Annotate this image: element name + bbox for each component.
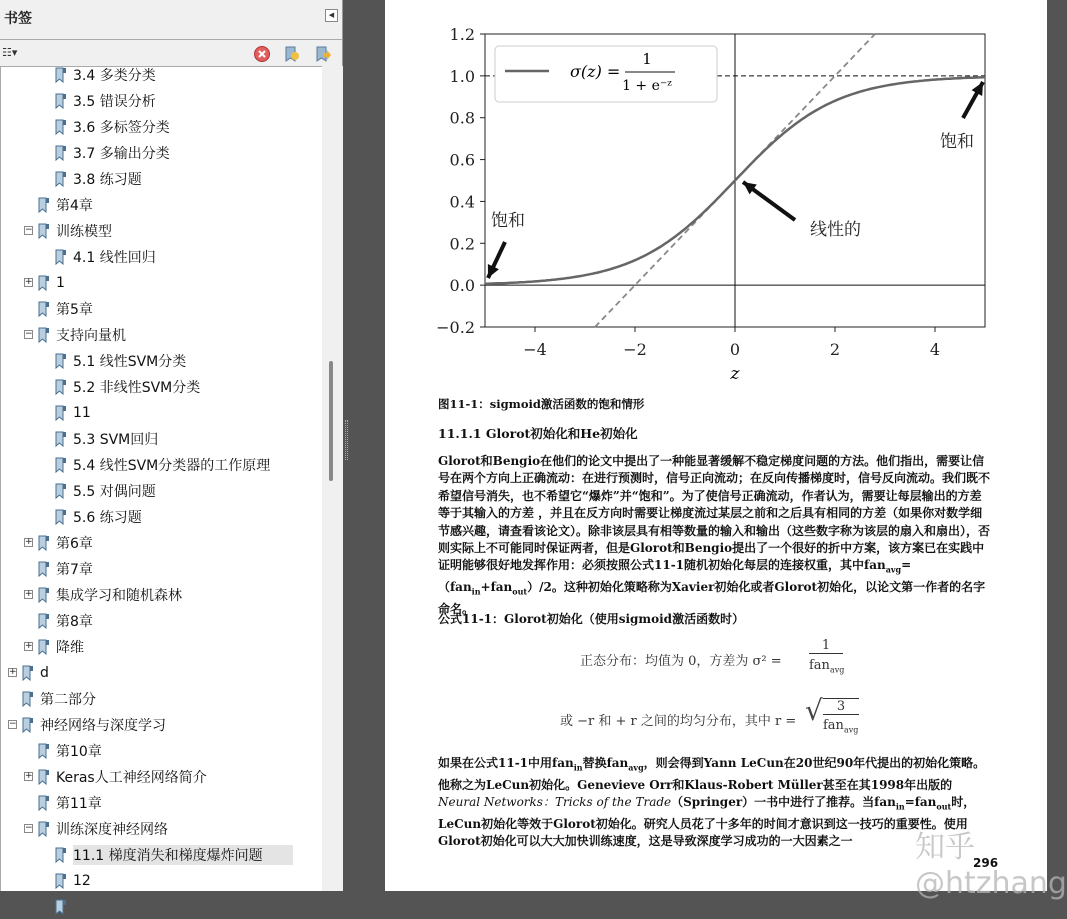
bookmark-item[interactable]: [55, 453, 270, 477]
bookmark-item[interactable]: [25, 271, 65, 295]
divider: [0, 39, 343, 40]
bookmark-icon: [55, 483, 67, 499]
bookmark-label: 5.3 SVM回归: [73, 432, 159, 448]
bookmark-item[interactable]: [22, 687, 96, 711]
y-tick-label: 1.0: [449, 66, 475, 86]
bookmark-icon: [38, 327, 50, 343]
legend-numerator: 1: [642, 50, 652, 68]
bookmark-label: 支持向量机: [56, 328, 126, 344]
delete-bookmark-icon[interactable]: [253, 45, 271, 63]
equation-title: 公式11-1：Glorot初始化（使用sigmoid激活函数时）: [438, 612, 745, 626]
bookmark-label: 5.2 非线性SVM分类: [73, 380, 201, 396]
bookmark-goto-icon[interactable]: [314, 45, 332, 63]
bookmark-label: d: [40, 665, 49, 681]
bookmark-icon: [55, 431, 67, 447]
bookmark-icon: [55, 67, 67, 83]
y-tick-label: −0.2: [436, 318, 475, 337]
bookmark-item[interactable]: [55, 375, 200, 399]
expand-icon[interactable]: +: [25, 771, 33, 781]
options-menu-button[interactable]: [2, 46, 17, 59]
bookmark-item[interactable]: [38, 557, 93, 581]
bookmark-label: 3.8 练习题: [73, 172, 142, 188]
bookmark-item[interactable]: [9, 713, 166, 737]
bookmark-item[interactable]: [55, 843, 293, 867]
bookmark-item[interactable]: [55, 427, 158, 451]
legend-denominator: 1 + e⁻ᶻ: [622, 78, 672, 94]
paragraph-2: 如果在公式11-1中用fan$_{in}$替换fan$_{avg}$，则会得到Yann LeCun在20世纪90年代提出的初始化策略。他称之为LeCun初始化。Genevieve Orr和Klaus-Robert Müller甚至在其1998年出版的Neural Networks：Tricks of the Trade（Springer）一书中进行了推荐。当fan$_{in}$=fan$_{out}$时，LeCun初始化等效于Glorot初始化。研究人员花了十多年的时间才意识到这一技巧的重要性。使用Glorot初始化可以大大加快训练速度，这是导致深度学习成功的一大因素之一: [438, 756, 986, 849]
bookmark-item[interactable]: [25, 635, 84, 659]
bookmark-item[interactable]: [25, 531, 93, 555]
bookmark-icon: [38, 743, 50, 759]
bookmark-item[interactable]: [55, 167, 142, 191]
bookmark-icon: [55, 93, 67, 109]
section-heading: 11.1.1 Glorot初始化和He初始化: [438, 426, 638, 441]
bookmark-icon: [55, 873, 67, 889]
bookmark-item[interactable]: [25, 817, 168, 841]
bookmark-label: 训练模型: [56, 224, 112, 240]
bookmark-label: 训练深度神经网络: [56, 822, 168, 838]
bookmark-tree: [0, 66, 322, 891]
bookmarks-panel: [0, 0, 343, 891]
expand-icon[interactable]: +: [25, 277, 33, 287]
bookmark-item[interactable]: [9, 661, 49, 685]
bookmark-label: 第8章: [56, 614, 93, 630]
watermark: 知乎 @htzhang: [915, 830, 1067, 901]
bookmark-icon: [38, 275, 50, 291]
bookmark-icon: [55, 145, 67, 161]
bookmark-label: 第二部分: [40, 692, 96, 708]
y-tick-label: 1.2: [449, 25, 475, 44]
bookmark-icon: [55, 379, 67, 395]
x-tick-label: −2: [623, 340, 647, 359]
bookmark-item[interactable]: [38, 297, 93, 321]
bookmark-label: 12: [73, 873, 91, 889]
collapse-icon[interactable]: −: [25, 225, 33, 235]
equation-2: 或 −r 和 + r 之间的均匀分布，其中 r =: [560, 714, 797, 729]
bookmark-icon: [38, 223, 50, 239]
tree-scrollbar[interactable]: [322, 66, 343, 891]
eq1-numerator: 1: [809, 638, 843, 654]
bookmark-item[interactable]: [55, 505, 142, 529]
collapse-icon[interactable]: −: [25, 823, 33, 833]
bookmark-label: 11: [73, 405, 91, 421]
collapse-icon[interactable]: −: [25, 329, 33, 339]
bookmark-item[interactable]: [55, 895, 73, 919]
bookmark-label: 3.7 多输出分类: [73, 146, 170, 162]
sqrt-icon: √: [805, 694, 823, 727]
y-tick-label: 0.4: [449, 192, 475, 212]
bookmark-icon: [38, 795, 50, 811]
bookmark-item[interactable]: [25, 323, 126, 347]
annotation-linear: 线性的: [810, 220, 861, 240]
bookmark-icon: [55, 457, 67, 473]
expand-icon[interactable]: +: [25, 641, 33, 651]
bookmark-label: Keras人工神经网络简介: [56, 770, 207, 786]
bookmark-icon: [38, 639, 50, 655]
bookmark-icon: [55, 171, 67, 187]
expand-icon[interactable]: +: [25, 537, 33, 547]
bookmark-label: 3.6 多标签分类: [73, 120, 170, 136]
bookmark-icon: [38, 587, 50, 603]
x-axis-label: z: [730, 364, 740, 384]
list-options-icon: ☷▾: [2, 46, 18, 59]
bookmark-item[interactable]: [38, 791, 102, 815]
bookmark-item[interactable]: [55, 115, 170, 139]
bookmark-icon: [38, 561, 50, 577]
legend-label: σ(z) =: [570, 62, 621, 81]
annotation-saturation-right: 饱和: [940, 132, 974, 152]
expand-icon[interactable]: +: [25, 589, 33, 599]
bookmark-item[interactable]: [55, 89, 156, 113]
eq1-denominator: fan$_{avg}$: [809, 658, 845, 675]
bookmark-label: 5.4 线性SVM分类器的工作原理: [73, 458, 271, 474]
expand-icon[interactable]: +: [9, 667, 17, 677]
bookmark-item[interactable]: [25, 765, 207, 789]
bookmark-item[interactable]: [55, 401, 91, 425]
bookmark-icon: [22, 665, 34, 681]
bookmark-icon: [38, 535, 50, 551]
bookmark-icon: [55, 249, 67, 265]
bookmark-icon: [22, 691, 34, 707]
bookmark-icon: [22, 717, 34, 733]
bookmark-item[interactable]: [55, 141, 170, 165]
equation-1: 正态分布：均值为 0，方差为 σ² =: [580, 654, 782, 669]
y-tick-label: 0.0: [449, 276, 475, 296]
sigmoid-figure: [385, 0, 1047, 390]
bookmark-icon: [38, 613, 50, 629]
bookmark-icon: [55, 509, 67, 525]
bookmark-icon: [55, 899, 67, 915]
bookmark-item[interactable]: [25, 583, 182, 607]
bookmark-item[interactable]: [55, 349, 186, 373]
bookmark-label: 3.5 错误分析: [73, 94, 156, 110]
bookmark-label: 第11章: [56, 796, 102, 812]
bookmark-icon: [55, 847, 67, 863]
bookmark-item[interactable]: [55, 479, 156, 503]
figure-caption: 图11-1：sigmoid激活函数的饱和情形: [438, 397, 645, 411]
pdf-page: [385, 0, 1067, 901]
paragraph-1: Glorot和Bengio在他们的论文中提出了一种能显著缓解不稳定梯度问题的方法。他们指出，需要让信号在两个方向上正确流动：在进行预测时，信号正向流动；在反向传播梯度时，信号反向流动。我们既不希望信号消失，也不希望它“爆炸”并“饱和”。为了使信号正确流动，作者认为，需要让每层输出的方差等于其输入的方差 ，并且在反方向时需要让梯度流过某层之前和之后具有相同的方差（如果你对数学细节感兴趣，请查看该论文）。除非该层具有相等数量的输入和输出（这些数字称为该层的扇入和扇出），否则实际上不可能同时保证两者，但是Glorot和Bengio提出了一个很好的折中方案，该方案已在实践中证明能够很好地发挥作用：必须按照公式11-1随机初始化每层的连接权重，其中fan$_{avg}$=（fan$_{in}$+fan$_{out}$）/2。这种初始化策略称为Xavier初始化或者Glorot初始化，以论文第一作者的名字命名。: [438, 454, 991, 617]
bookmark-icon: [38, 301, 50, 317]
bookmark-item[interactable]: [55, 869, 91, 893]
collapse-icon[interactable]: −: [9, 719, 17, 729]
bookmark-label: 集成学习和随机森林: [56, 588, 182, 604]
page-number: 296: [973, 856, 999, 870]
bookmark-label: 3.4 多类分类: [73, 68, 156, 84]
bookmark-label: 11.1 梯度消失和梯度爆炸问题: [73, 845, 293, 865]
bookmark-icon: [55, 119, 67, 135]
bookmark-item[interactable]: [25, 219, 112, 243]
x-tick-label: 0: [729, 340, 741, 359]
y-tick-label: 0.6: [449, 150, 475, 170]
bookmark-label: 5.5 对偶问题: [73, 484, 156, 500]
x-tick-label: 2: [829, 340, 841, 359]
bookmark-item[interactable]: [38, 609, 93, 633]
y-tick-label: 0.2: [449, 234, 475, 254]
bookmark-icon: [38, 821, 50, 837]
bookmark-item[interactable]: [38, 739, 102, 763]
bookmark-label: 第5章: [56, 302, 93, 318]
collapse-panel-button[interactable]: ◀: [325, 9, 338, 22]
bookmark-label: 第7章: [56, 562, 93, 578]
scrollbar-thumb[interactable]: [329, 361, 333, 481]
bookmark-label: 第4章: [56, 198, 93, 214]
bookmark-item[interactable]: [55, 245, 156, 269]
annotation-saturation-left: 饱和: [491, 211, 525, 231]
bookmark-item[interactable]: [38, 193, 93, 217]
bookmark-item[interactable]: [55, 63, 156, 87]
bookmark-icon: [38, 769, 50, 785]
bookmark-label: 1: [56, 275, 65, 291]
new-bookmark-icon[interactable]: [283, 45, 301, 63]
bookmark-icon: [55, 405, 67, 421]
panel-title: 书签: [4, 11, 32, 27]
y-tick-label: 0.8: [449, 108, 475, 128]
bookmark-label: 4.1 线性回归: [73, 250, 156, 266]
bookmark-label: 第6章: [56, 536, 93, 552]
panel-resize-handle[interactable]: [345, 420, 348, 460]
x-tick-label: −4: [523, 340, 547, 359]
bookmark-icon: [55, 353, 67, 369]
bookmark-icon: [38, 197, 50, 213]
bookmark-label: 降维: [56, 640, 84, 656]
eq2-denominator: fan$_{avg}$: [823, 718, 859, 735]
bookmark-label: 第10章: [56, 744, 102, 760]
bookmark-label: 5.1 线性SVM分类: [73, 354, 187, 370]
x-tick-label: 4: [929, 340, 941, 359]
bookmark-label: 5.6 练习题: [73, 510, 142, 526]
bookmark-label: 神经网络与深度学习: [40, 718, 166, 734]
eq2-numerator: 3: [823, 698, 859, 715]
